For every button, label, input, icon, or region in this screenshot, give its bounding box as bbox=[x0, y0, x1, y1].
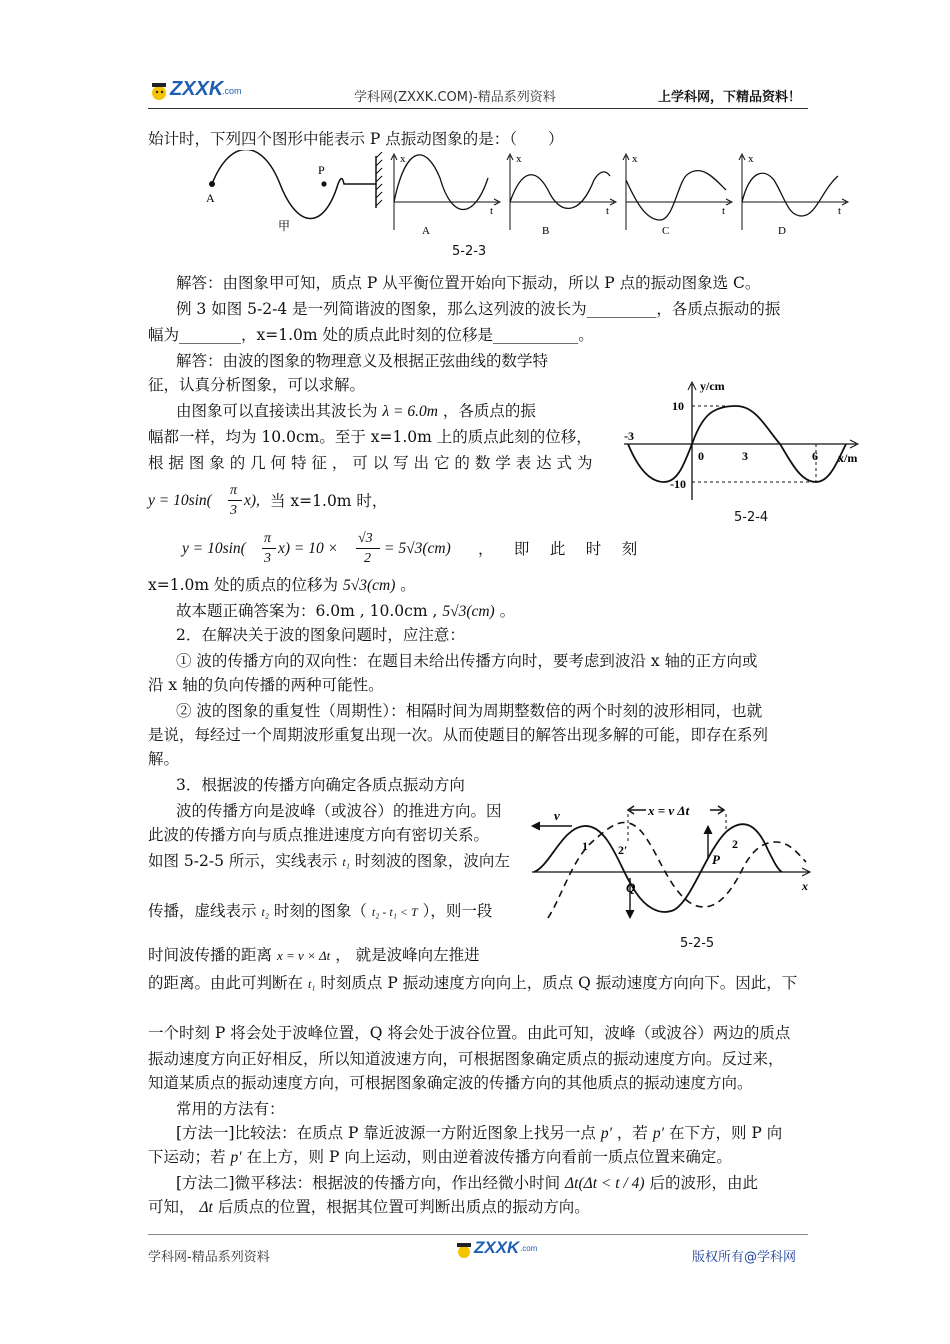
para-line: 传播，虚线表示 t₂ 时刻的图象（ t₂ - t₁ < T ），则一段 bbox=[148, 902, 493, 920]
para-line: 常用的方法有： bbox=[176, 1100, 285, 1118]
para-line: 沿 x 轴的负向传播的两种可能性。 bbox=[148, 676, 384, 694]
para-line: 解答：由波的图象的物理意义及根据正弦曲线的数学特 bbox=[176, 352, 549, 370]
para-line: 由图象可以直接读出其波长为 λ = 6.0m ，各质点的振 bbox=[176, 402, 536, 420]
caption-5-2-5: 5-2-5 bbox=[680, 936, 715, 951]
svg-text:2′: 2′ bbox=[618, 843, 628, 857]
caption-5-2-3: 5-2-3 bbox=[452, 244, 487, 259]
para-line: [方法二]微平移法：根据波的传播方向，作出经微小时间 Δt(Δt < t / 4) 后的波形，由此 bbox=[176, 1174, 758, 1192]
formula-line: y = 10sin( π 3 x) = 10 × √3 2 = 5√3(cm) ， 即 此 时 刻 bbox=[182, 531, 638, 566]
svg-text:t: t bbox=[490, 205, 494, 217]
header: ZXXK .com 学科网(ZXXK.COM)-精品系列资料 上学科网，下精品资料！ bbox=[148, 74, 808, 114]
para-line: ① 波的传播方向的双向性：在题目未给出传播方向时，要考虑到波沿 x 轴的正方向或 bbox=[176, 652, 758, 670]
xlabel: x/m bbox=[838, 451, 858, 465]
para-line: 波的传播方向是波峰（或波谷）的推进方向。因 bbox=[176, 802, 502, 820]
para-line: x=1.0m 处的质点的位移为 5√3(cm) 。 bbox=[148, 576, 416, 594]
para-line: 知道某质点的振动速度方向，可根据图象确定波的传播方向的其他质点的振动速度方向。 bbox=[148, 1074, 753, 1092]
figure-5-2-4 bbox=[620, 378, 870, 508]
header-rule bbox=[148, 108, 808, 109]
svg-text:x: x bbox=[748, 153, 754, 165]
svg-text:-10: -10 bbox=[670, 477, 686, 491]
distance-label: x = v Δt bbox=[648, 803, 690, 818]
para-line: 是说，每经过一个周期波形重复出现一次。从而使题目的解答出现多解的可能，即存在系列 bbox=[148, 726, 769, 744]
option-graph-d bbox=[739, 153, 848, 237]
para-line: 根 据 图 象 的 几 何 特 征 ， 可 以 写 出 它 的 数 学 表 达 式 为 bbox=[148, 454, 593, 472]
footer-rule bbox=[148, 1234, 808, 1235]
label-a-point: A bbox=[206, 191, 215, 205]
svg-text:t: t bbox=[722, 205, 726, 217]
para-line: ② 波的图象的重复性（周期性）：相隔时间为周期整数倍的两个时刻的波形相同，也就 bbox=[176, 702, 763, 720]
option-d-label: D bbox=[778, 225, 786, 237]
para-line: 幅都一样，均为 10.0cm。至于 x=1.0m 上的质点此刻的位移， bbox=[148, 428, 592, 446]
label-jia: 甲 bbox=[278, 219, 291, 233]
footer-left: 学科网-精品系列资料 bbox=[148, 1250, 270, 1265]
svg-text:t: t bbox=[606, 205, 610, 217]
svg-text:x: x bbox=[516, 153, 522, 165]
figure-5-2-3 bbox=[200, 150, 860, 255]
para-line: 2．在解决关于波的图象问题时，应注意： bbox=[176, 626, 465, 644]
para-line: 解。 bbox=[148, 750, 180, 768]
para-line: 3．根据波的传播方向确定各质点振动方向 bbox=[176, 776, 465, 794]
label-p: P bbox=[318, 163, 325, 177]
para-line: 一个时刻 P 将会处于波峰位置，Q 将会处于波谷位置。由此可知，波峰（或波谷）两边的质点 bbox=[148, 1024, 791, 1042]
mascot-icon bbox=[454, 1240, 474, 1260]
option-graph-c bbox=[623, 153, 732, 237]
example3-line2: 幅为________，x=1.0m 处的质点此时刻的位移是___________。 bbox=[148, 326, 594, 344]
figure-5-2-5 bbox=[528, 800, 818, 930]
velocity-label: v bbox=[554, 808, 560, 823]
question-line: 始计时，下列四个图形中能表示 P 点振动图象的是：（ ） bbox=[148, 130, 564, 148]
svg-text:x: x bbox=[632, 153, 638, 165]
para-line: 时间波传播的距离 x = v × Δt ， 就是波峰向左推进 bbox=[148, 946, 480, 964]
mascot-icon bbox=[148, 80, 170, 102]
para-line: 振动速度方向正好相反，所以知道波速方向，可根据图象确定质点的振动速度方向。反过来， bbox=[148, 1050, 784, 1068]
para-line: 可知， Δt 后质点的位置，根据其位置可判断出质点的振动方向。 bbox=[148, 1198, 590, 1216]
ylabel: y/cm bbox=[700, 379, 725, 393]
svg-text:x: x bbox=[400, 153, 406, 165]
answer-line: 解答：由图象甲可知，质点 P 从平衡位置开始向下振动，所以 P 点的振动图象选 C。 bbox=[176, 274, 761, 292]
example3-line1: 例 3 如图 5-2-4 是一列简谐波的图象，那么这列波的波长为_________，各质点振动的振 bbox=[176, 300, 781, 318]
option-a-label: A bbox=[422, 225, 430, 237]
svg-text:6: 6 bbox=[812, 449, 818, 463]
footer-right: 版权所有@学科网 bbox=[692, 1250, 797, 1265]
wavelength-formula: λ = 6.0m bbox=[382, 403, 438, 420]
svg-text:t: t bbox=[838, 205, 842, 217]
header-center: 学科网(ZXXK.COM)-精品系列资料 bbox=[354, 90, 556, 105]
svg-text:10: 10 bbox=[672, 399, 684, 413]
svg-text:3: 3 bbox=[742, 449, 748, 463]
para-line: 下运动；若 p′ 在上方，则 P 向上运动，则由逆着波传播方向看前一质点位置来确定。 bbox=[148, 1148, 732, 1166]
para-line: [方法一]比较法：在质点 P 靠近波源一方附近图象上找另一点 p′ ，若 p′ 在下方，则 P 向 bbox=[176, 1124, 783, 1142]
svg-text:x: x bbox=[802, 879, 808, 893]
caption-5-2-4: 5-2-4 bbox=[734, 510, 769, 525]
option-c-label: C bbox=[662, 225, 670, 237]
svg-text:-3: -3 bbox=[624, 429, 634, 443]
label-q-point: Q bbox=[626, 880, 636, 895]
para-line: 的距离。由此可判断在 t₁ 时刻质点 P 振动速度方向向上，质点 Q 振动速度方向向下。因此，下 bbox=[148, 974, 798, 992]
svg-text:0: 0 bbox=[698, 449, 704, 463]
footer: 学科网-精品系列资料 ZXXK .com 版权所有@学科网 bbox=[148, 1234, 808, 1268]
para-line: 故本题正确答案为：6.0m , 10.0cm , 5√3(cm) 。 bbox=[176, 602, 516, 620]
para-line: 如图 5-2-5 所示，实线表示 t₁ 时刻波的图象，波向左 bbox=[148, 852, 510, 870]
option-graph-b bbox=[507, 153, 616, 237]
label-p-point: P bbox=[712, 852, 720, 867]
header-right: 上学科网，下精品资料！ bbox=[658, 90, 802, 105]
para-line: 征，认真分析图象，可以求解。 bbox=[148, 376, 366, 394]
option-b-label: B bbox=[542, 225, 550, 237]
para-line: 此波的传播方向与质点推进速度方向有密切关系。 bbox=[148, 826, 490, 844]
wave-jia bbox=[206, 150, 382, 233]
option-graph-a bbox=[391, 153, 500, 237]
svg-text:2: 2 bbox=[732, 837, 738, 851]
svg-text:1: 1 bbox=[582, 839, 588, 853]
